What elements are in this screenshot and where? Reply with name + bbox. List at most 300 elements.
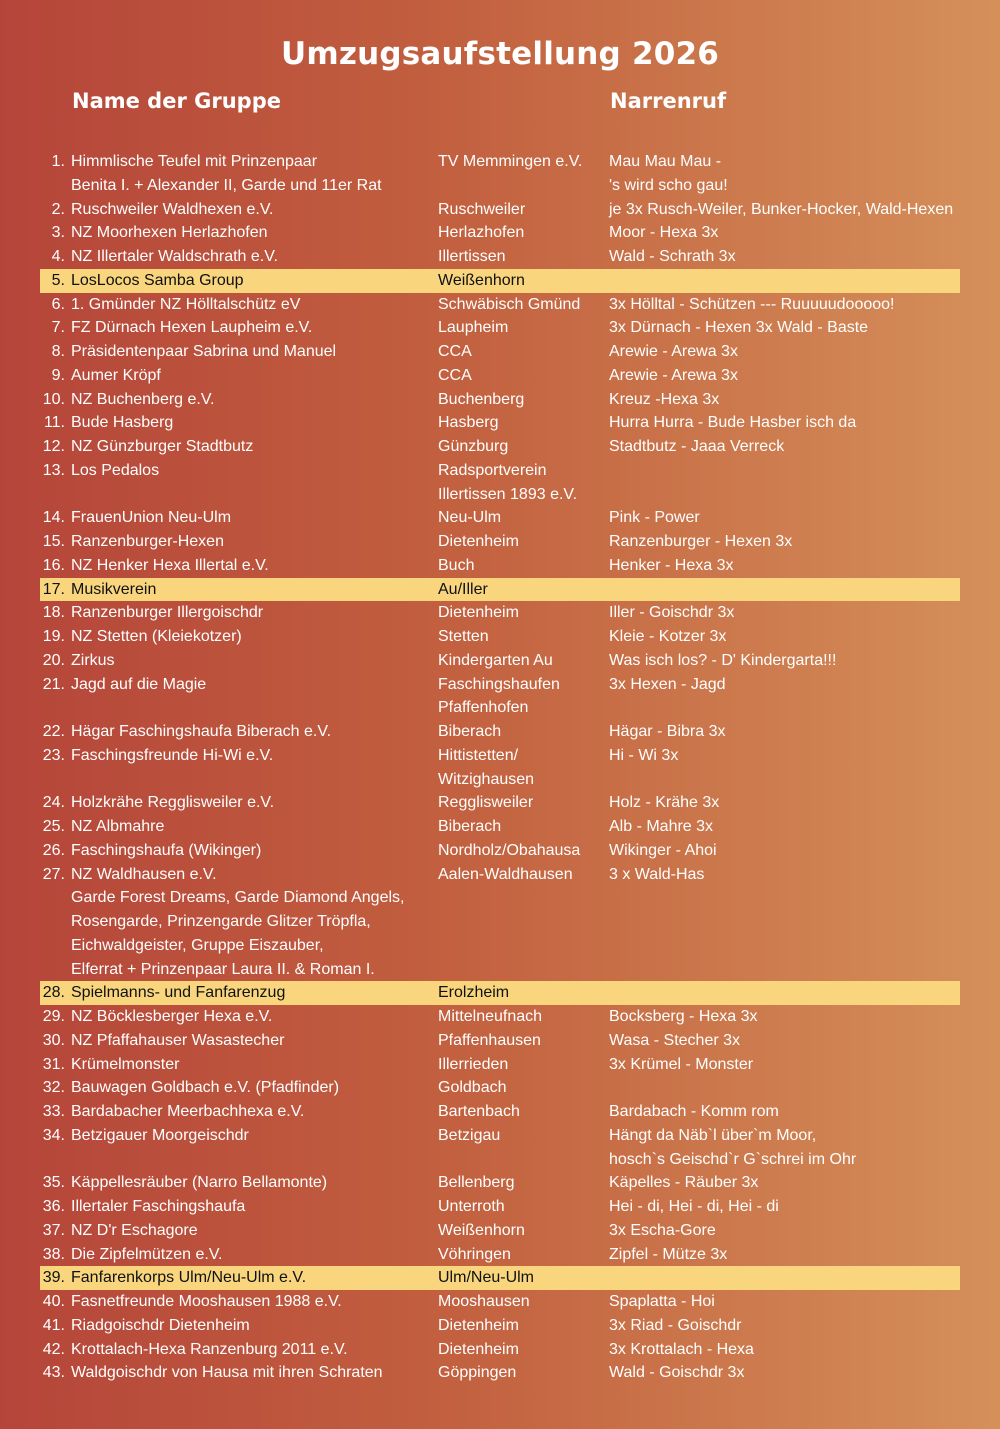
- group-location-line: Witzighausen: [438, 770, 535, 788]
- group-name-line: Aumer Kröpf: [71, 366, 161, 384]
- group-name-line: Ruschweiler Waldhexen e.V.: [71, 200, 274, 218]
- list-item: [0, 720, 1000, 744]
- jester-call-line: Käpelles - Räuber 3x: [609, 1174, 759, 1192]
- group-name-line: Benita I. + Alexander II, Garde und 11er Rat: [71, 176, 382, 194]
- group-location: [438, 1338, 603, 1362]
- jester-call-line: je 3x Rusch-Weiler, Bunker-Hocker, Wald-Hexen: [609, 200, 954, 218]
- group-name: [71, 1290, 431, 1314]
- group-name: [71, 791, 431, 815]
- group-name-line: Waldgoischdr von Hausa mit ihren Schraten: [71, 1364, 383, 1382]
- jester-call-line: Henker - Hexa 3x: [609, 556, 734, 574]
- group-name: [71, 744, 431, 768]
- group-location-line: Nordholz/Obahausa: [438, 841, 581, 859]
- row-number: 28.: [42, 984, 65, 1002]
- group-name-line: NZ Moorhexen Herlazhofen: [71, 224, 268, 242]
- group-location: [438, 1029, 603, 1053]
- row-number: 40.: [42, 1293, 65, 1310]
- group-name-line: Krottalach-Hexa Ranzenburg 2011 e.V.: [71, 1340, 348, 1358]
- row-number: 36.: [42, 1198, 65, 1215]
- list-item: [0, 1100, 1000, 1124]
- row-number: 8.: [51, 343, 65, 360]
- group-location-line: Betzigau: [438, 1126, 501, 1144]
- column-header-call: Narrenruf: [610, 89, 727, 113]
- row-number: 1.: [51, 153, 65, 170]
- jester-call: [609, 1243, 969, 1267]
- row-number: 29.: [42, 1008, 65, 1025]
- row-number: 9.: [51, 366, 65, 384]
- jester-call: [609, 506, 969, 530]
- group-name: [71, 863, 431, 982]
- row-number: 5.: [51, 271, 65, 289]
- group-location-line: TV Memmingen e.V.: [438, 153, 583, 170]
- group-name: [71, 1053, 431, 1077]
- list-item: [0, 1076, 1000, 1100]
- group-name: [71, 673, 431, 697]
- row-number: 7.: [51, 319, 65, 337]
- group-location-line: Buch: [438, 556, 475, 574]
- jester-call-line: Hängt da Näb`l über`m Moor,: [609, 1126, 817, 1144]
- jester-call: [609, 340, 969, 364]
- row-number: 16.: [42, 556, 65, 574]
- group-name-line: Rosengarde, Prinzengarde Glitzer Tröpfla,: [71, 913, 371, 930]
- jester-call: [609, 554, 969, 578]
- jester-call: [609, 1171, 969, 1195]
- list-item: [0, 1171, 1000, 1195]
- jester-call-line: Holz - Krähe 3x: [609, 794, 720, 812]
- jester-call: [609, 1290, 969, 1314]
- group-name: [71, 150, 431, 198]
- jester-call-line: Pink - Power: [609, 509, 700, 527]
- group-name: [71, 1243, 431, 1267]
- group-name: [71, 601, 431, 625]
- list-item: [0, 625, 1000, 649]
- jester-call: [609, 245, 969, 269]
- lineup-list: [0, 150, 1000, 1385]
- list-item: [0, 530, 1000, 554]
- list-item: [0, 815, 1000, 839]
- group-name-line: FrauenUnion Neu-Ulm: [71, 509, 232, 527]
- group-name-line: Käppellesräuber (Narro Bellamonte): [71, 1174, 328, 1192]
- jester-call-line: Bardabach - Komm rom: [609, 1103, 779, 1120]
- list-item: [0, 364, 1000, 388]
- group-name: [71, 269, 431, 293]
- jester-call: [609, 720, 969, 744]
- group-name-line: Faschingshaufa (Wikinger): [71, 841, 262, 859]
- group-name-line: Präsidentenpaar Sabrina und Manuel: [71, 343, 337, 360]
- jester-call: [609, 1124, 969, 1172]
- group-location: [438, 293, 603, 317]
- group-location: [438, 506, 603, 530]
- group-name-line: Zirkus: [71, 651, 115, 669]
- group-name: [71, 506, 431, 530]
- group-location-line: Au/Iller: [438, 580, 488, 598]
- jester-call-line: hosch`s Geischd`r G`schrei im Ohr: [609, 1150, 857, 1168]
- group-location-line: Göppingen: [438, 1364, 517, 1382]
- group-location: [438, 411, 603, 435]
- row-number: 18.: [42, 604, 65, 622]
- group-location: [438, 1076, 603, 1100]
- group-name-line: Fanfarenkorps Ulm/Neu-Ulm e.V.: [71, 1269, 307, 1287]
- jester-call: [609, 388, 969, 412]
- group-location: [438, 981, 603, 1005]
- group-location-line: Ruschweiler: [438, 200, 526, 218]
- row-number: 33.: [42, 1103, 65, 1120]
- jester-call: [609, 1361, 969, 1385]
- group-name-line: Riadgoischdr Dietenheim: [71, 1316, 250, 1334]
- jester-call-line: Hurra Hurra - Bude Hasber isch da: [609, 414, 857, 432]
- group-name-line: NZ Günzburger Stadtbutz: [71, 438, 254, 455]
- jester-call: [609, 221, 969, 245]
- jester-call: [609, 435, 969, 459]
- list-item: [0, 1290, 1000, 1314]
- group-location-line: Erolzheim: [438, 984, 510, 1002]
- jester-call: [609, 1338, 969, 1362]
- group-name: [71, 293, 431, 317]
- group-location-line: Pfaffenhofen: [438, 699, 529, 717]
- list-item: [0, 245, 1000, 269]
- jester-call-line: Ranzenburger - Hexen 3x: [609, 533, 793, 550]
- list-item: [0, 1053, 1000, 1077]
- group-name-line: Jagd auf die Magie: [71, 675, 207, 693]
- jester-call: [609, 293, 969, 317]
- group-name: [71, 459, 431, 483]
- group-name: [71, 1100, 431, 1124]
- row-number: 14.: [42, 509, 65, 527]
- group-name-line: NZ Buchenberg e.V.: [71, 390, 215, 408]
- row-number: 26.: [42, 841, 65, 859]
- jester-call: [609, 625, 969, 649]
- group-location-line: Weißenhorn: [438, 271, 525, 289]
- row-number: 39.: [42, 1269, 65, 1287]
- group-name-line: NZ Henker Hexa Illertal e.V.: [71, 556, 269, 574]
- group-location: [438, 1124, 603, 1148]
- group-location: [438, 435, 603, 459]
- group-location: [438, 1266, 603, 1290]
- group-location: [438, 1005, 603, 1029]
- jester-call-line: Hägar - Bibra 3x: [609, 723, 726, 740]
- group-name: [71, 1029, 431, 1053]
- group-name-line: Himmlische Teufel mit Prinzenpaar: [71, 153, 318, 170]
- group-name: [71, 364, 431, 388]
- group-location-line: Dietenheim: [438, 604, 519, 622]
- group-location-line: Weißenhorn: [438, 1221, 525, 1239]
- group-name: [71, 1361, 431, 1385]
- list-item-highlighted: [40, 1266, 960, 1290]
- list-item: [0, 316, 1000, 340]
- page-title: Umzugsaufstellung 2026: [280, 36, 720, 72]
- group-name-line: NZ Pfaffahauser Wasastecher: [71, 1031, 285, 1049]
- list-item-highlighted: [40, 578, 960, 602]
- jester-call-line: 3x Krümel - Monster: [609, 1055, 754, 1073]
- jester-call-line: Iller - Goischdr 3x: [609, 604, 735, 622]
- group-location-line: Kindergarten Au: [438, 651, 553, 669]
- group-name-line: Elferrat + Prinzenpaar Laura II. & Roman I.: [71, 960, 375, 978]
- jester-call: [609, 150, 969, 198]
- jester-call-line: Bocksberg - Hexa 3x: [609, 1008, 758, 1025]
- group-location: [438, 839, 603, 863]
- group-name: [71, 625, 431, 649]
- jester-call-line: Wald - Goischdr 3x: [609, 1364, 745, 1382]
- row-number: 12.: [42, 438, 65, 455]
- jester-call-line: Zipfel - Mütze 3x: [609, 1245, 728, 1263]
- group-name: [71, 1124, 431, 1148]
- jester-call: [609, 863, 969, 887]
- jester-call-line: Was isch los? - D' Kindergarta!!!: [609, 651, 837, 669]
- jester-call: [609, 839, 969, 863]
- group-name: [71, 1005, 431, 1029]
- group-location-line: Dietenheim: [438, 1340, 519, 1358]
- group-location: [438, 150, 603, 174]
- group-location-line: Dietenheim: [438, 1316, 519, 1334]
- jester-call: [609, 316, 969, 340]
- group-name-line: Eichwaldgeister, Gruppe Eiszauber,: [71, 936, 324, 954]
- group-name: [71, 1314, 431, 1338]
- jester-call-line: Wikinger - Ahoi: [609, 841, 717, 859]
- jester-call: [609, 1100, 969, 1124]
- list-item: [0, 1338, 1000, 1362]
- row-number: 34.: [42, 1126, 65, 1144]
- group-name: [71, 245, 431, 269]
- group-location-line: CCA: [438, 343, 472, 360]
- list-item: [0, 340, 1000, 364]
- list-item: [0, 791, 1000, 815]
- group-location-line: Illerrieden: [438, 1055, 509, 1073]
- group-location: [438, 530, 603, 554]
- group-name: [71, 316, 431, 340]
- group-location: [438, 221, 603, 245]
- group-name: [71, 1171, 431, 1195]
- group-name-line: Betzigauer Moorgeischdr: [71, 1126, 249, 1144]
- group-name-line: Krümelmonster: [71, 1055, 180, 1073]
- row-number: 13.: [42, 461, 65, 479]
- group-name-line: FZ Dürnach Hexen Laupheim e.V.: [71, 319, 313, 337]
- jester-call: [609, 364, 969, 388]
- list-item: [0, 1195, 1000, 1219]
- group-name-line: LosLocos Samba Group: [71, 271, 244, 289]
- jester-call-line: Hei - di, Hei - di, Hei - di: [609, 1198, 779, 1215]
- group-location-line: Laupheim: [438, 319, 509, 337]
- group-location-line: Pfaffenhausen: [438, 1031, 541, 1049]
- group-location-line: Herlazhofen: [438, 224, 525, 242]
- group-name: [71, 815, 431, 839]
- group-location: [438, 1171, 603, 1195]
- group-location: [438, 1219, 603, 1243]
- row-number: 23.: [42, 746, 65, 764]
- group-name-line: Bude Hasberg: [71, 414, 174, 432]
- row-number: 17.: [42, 580, 65, 598]
- row-number: 3.: [51, 224, 65, 242]
- list-item: [0, 1124, 1000, 1172]
- group-location: [438, 459, 603, 507]
- list-item: [0, 1005, 1000, 1029]
- jester-call-line: Wald - Schrath 3x: [609, 248, 736, 265]
- group-location: [438, 720, 603, 744]
- group-location: [438, 269, 603, 293]
- group-location: [438, 625, 603, 649]
- group-name: [71, 1219, 431, 1243]
- row-number: 25.: [42, 818, 65, 835]
- group-name-line: NZ Stetten (Kleiekotzer): [71, 628, 242, 645]
- group-name-line: NZ Waldhausen e.V.: [71, 865, 217, 883]
- list-item: [0, 863, 1000, 982]
- list-item: [0, 673, 1000, 721]
- column-header-group: Name der Gruppe: [72, 89, 281, 113]
- group-location-line: Mittelneufnach: [438, 1008, 543, 1025]
- jester-call-line: Kreuz -Hexa 3x: [609, 390, 720, 408]
- jester-call-line: Spaplatta - Hoi: [609, 1293, 715, 1310]
- group-location: [438, 1361, 603, 1385]
- group-name-line: Faschingsfreunde Hi-Wi e.V.: [71, 746, 274, 764]
- group-name-line: Holzkrähe Regglisweiler e.V.: [71, 794, 275, 812]
- group-location-line: Mooshausen: [438, 1293, 530, 1310]
- list-item-highlighted: [40, 269, 960, 293]
- group-location-line: Aalen-Waldhausen: [438, 865, 573, 883]
- group-location: [438, 673, 603, 721]
- group-location-line: Günzburg: [438, 438, 509, 455]
- group-location: [438, 863, 603, 887]
- group-name: [71, 578, 431, 602]
- jester-call-line: Wasa - Stecher 3x: [609, 1031, 741, 1049]
- jester-call: [609, 1314, 969, 1338]
- group-name-line: Die Zipfelmützen e.V.: [71, 1245, 223, 1263]
- row-number: 19.: [42, 628, 65, 645]
- jester-call-line: 's wird scho gau!: [609, 176, 728, 194]
- jester-call: [609, 1053, 969, 1077]
- row-number: 43.: [42, 1364, 65, 1382]
- group-name: [71, 720, 431, 744]
- row-number: 41.: [42, 1316, 65, 1334]
- group-location-line: Buchenberg: [438, 390, 525, 408]
- jester-call-line: Kleie - Kotzer 3x: [609, 628, 727, 645]
- group-location-line: Unterroth: [438, 1198, 505, 1215]
- group-name: [71, 649, 431, 673]
- list-item: [0, 649, 1000, 673]
- group-name-line: Fasnetfreunde Mooshausen 1988 e.V.: [71, 1293, 342, 1310]
- row-number: 10.: [42, 390, 65, 408]
- jester-call-line: 3x Riad - Goischdr: [609, 1316, 742, 1334]
- group-name-line: 1. Gmünder NZ Hölltalschütz eV: [71, 295, 301, 313]
- jester-call: [609, 530, 969, 554]
- row-number: 15.: [42, 533, 65, 550]
- group-name-line: Ranzenburger Illergoischdr: [71, 604, 264, 622]
- group-location: [438, 649, 603, 673]
- jester-call-line: Alb - Mahre 3x: [609, 818, 714, 835]
- jester-call: [609, 411, 969, 435]
- group-name-line: NZ Böcklesberger Hexa e.V.: [71, 1008, 273, 1025]
- row-number: 6.: [51, 295, 65, 313]
- jester-call-line: Arewie - Arewa 3x: [609, 343, 738, 360]
- group-name: [71, 1076, 431, 1100]
- group-name-line: Bardabacher Meerbachhexa e.V.: [71, 1103, 305, 1120]
- group-location: [438, 245, 603, 269]
- group-name: [71, 1266, 431, 1290]
- list-item: [0, 198, 1000, 222]
- group-name: [71, 1338, 431, 1362]
- list-item: [0, 1029, 1000, 1053]
- list-item: [0, 1243, 1000, 1267]
- group-location-line: Radsportverein: [438, 461, 547, 479]
- row-number: 32.: [42, 1079, 65, 1097]
- row-number: 2.: [51, 200, 65, 218]
- group-name-line: Hägar Faschingshaufa Biberach e.V.: [71, 723, 332, 740]
- group-location-line: Vöhringen: [438, 1245, 511, 1263]
- group-location: [438, 1243, 603, 1267]
- group-name: [71, 198, 431, 222]
- group-location-line: Illertissen: [438, 248, 506, 265]
- group-location-line: Hittistetten/: [438, 746, 519, 764]
- group-location: [438, 578, 603, 602]
- list-item: [0, 221, 1000, 245]
- row-number: 31.: [42, 1055, 65, 1073]
- row-number: 38.: [42, 1245, 65, 1263]
- row-number: 42.: [42, 1340, 65, 1358]
- group-location-line: Goldbach: [438, 1079, 507, 1097]
- row-number: 20.: [42, 651, 65, 669]
- group-name-line: NZ Illertaler Waldschrath e.V.: [71, 248, 278, 265]
- group-name: [71, 839, 431, 863]
- list-item: [0, 1361, 1000, 1385]
- jester-call-line: 3 x Wald-Has: [609, 865, 705, 883]
- group-location: [438, 744, 603, 792]
- jester-call-line: 3x Hölltal - Schützen --- Ruuuuudooooo!: [609, 295, 895, 313]
- row-number: 22.: [42, 723, 65, 740]
- jester-call: [609, 1219, 969, 1243]
- list-item: [0, 1219, 1000, 1243]
- group-name-line: Spielmanns- und Fanfarenzug: [71, 984, 286, 1002]
- group-name: [71, 221, 431, 245]
- group-location-line: Ulm/Neu-Ulm: [438, 1269, 534, 1287]
- group-location: [438, 198, 603, 222]
- list-item: [0, 601, 1000, 625]
- list-item-highlighted: [40, 981, 960, 1005]
- list-item: [0, 388, 1000, 412]
- group-name: [71, 981, 431, 1005]
- jester-call-line: Arewie - Arewa 3x: [609, 366, 738, 384]
- row-number: 27.: [42, 865, 65, 883]
- group-location-line: Illertissen 1893 e.V.: [438, 485, 578, 503]
- list-item: [0, 150, 1000, 198]
- group-location: [438, 601, 603, 625]
- group-name: [71, 411, 431, 435]
- group-name: [71, 1195, 431, 1219]
- jester-call: [609, 791, 969, 815]
- jester-call: [609, 1005, 969, 1029]
- jester-call: [609, 601, 969, 625]
- group-location: [438, 1195, 603, 1219]
- group-location-line: Regglisweiler: [438, 794, 534, 812]
- group-location-line: Neu-Ulm: [438, 509, 502, 527]
- jester-call: [609, 1029, 969, 1053]
- jester-call: [609, 673, 969, 697]
- group-name: [71, 530, 431, 554]
- group-location: [438, 1314, 603, 1338]
- row-number: 4.: [51, 248, 65, 265]
- group-name-line: Musikverein: [71, 580, 157, 598]
- group-location-line: Biberach: [438, 818, 502, 835]
- group-location-line: CCA: [438, 366, 472, 384]
- row-number: 11.: [43, 414, 65, 432]
- row-number: 35.: [42, 1174, 65, 1192]
- group-location-line: Schwäbisch Gmünd: [438, 295, 581, 313]
- group-location-line: Faschingshaufen: [438, 675, 560, 693]
- list-item: [0, 411, 1000, 435]
- group-name-line: Los Pedalos: [71, 461, 160, 479]
- list-item: [0, 293, 1000, 317]
- list-item: [0, 506, 1000, 530]
- jester-call-line: 3x Hexen - Jagd: [609, 675, 726, 693]
- list-item: [0, 459, 1000, 507]
- group-name: [71, 554, 431, 578]
